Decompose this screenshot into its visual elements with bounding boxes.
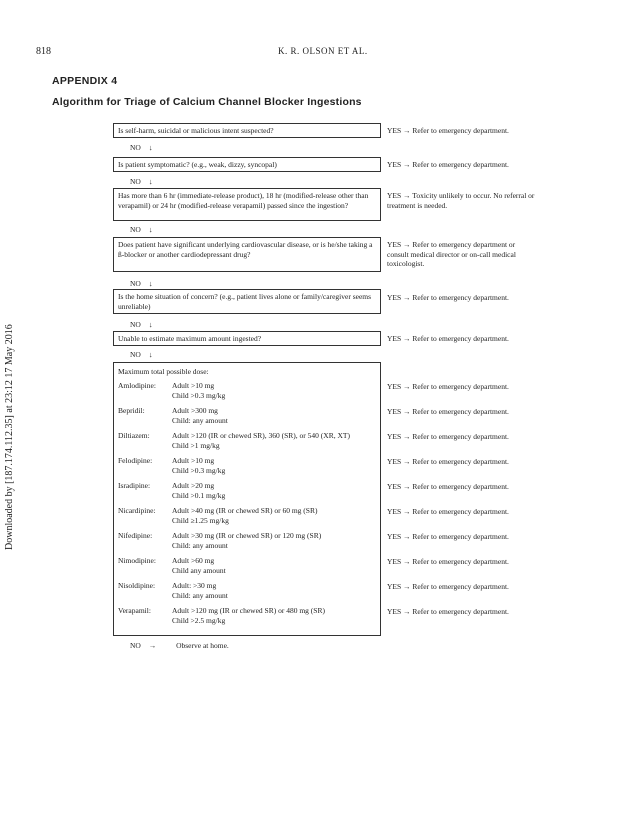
drug-adult-dose: Adult >10 mg <box>172 381 215 390</box>
drug-row <box>114 431 380 453</box>
no-label: NO <box>130 279 141 288</box>
final-no-outcome <box>130 641 229 650</box>
drug-name: Nisoldipine: <box>118 581 156 590</box>
drug-child-dose: Child >0.3 mg/kg <box>172 465 226 475</box>
down-arrow-icon: ↓ <box>148 320 153 329</box>
drug-adult-dose: Adult >120 mg (IR or chewed SR) or 480 mg (SR) <box>172 606 325 615</box>
drug-name: Verapamil: <box>118 606 151 615</box>
yes-outcome-isradipine: YES → Refer to emergency department. <box>387 482 509 491</box>
drug-child-dose: Child ≥1.25 mg/kg <box>172 515 229 525</box>
no-step-5 <box>130 320 153 329</box>
question-cardiovascular <box>113 237 381 272</box>
no-label: NO <box>130 143 141 152</box>
drug-child-dose: Child: any amount <box>172 590 228 600</box>
question-text: Does patient have significant underlying cardiovascular disease, or is he/she taking a ß-blocker or another cardiodepressant drug? <box>118 240 373 259</box>
page-number: 818 <box>36 46 51 57</box>
no-step-3 <box>130 225 153 234</box>
drug-name: Nifedipine: <box>118 531 153 540</box>
no-step-4 <box>130 279 153 288</box>
dose-table-box <box>113 362 381 636</box>
question-text: Is patient symptomatic? (e.g., weak, dizzy, syncopal) <box>118 160 277 169</box>
question-amount-unknown <box>113 331 381 346</box>
question-text: Is the home situation of concern? (e.g., patient lives alone or family/caregiver seems unreliable) <box>118 292 372 311</box>
drug-row <box>114 381 380 403</box>
dose-table-title: Maximum total possible dose: <box>118 367 209 376</box>
yes-outcome-amlodipine: YES → Refer to emergency department. <box>387 382 509 391</box>
drug-adult-dose: Adult >60 mg <box>172 556 215 565</box>
drug-child-dose: Child >0.1 mg/kg <box>172 490 226 500</box>
drug-row <box>114 531 380 553</box>
no-label: NO <box>130 320 141 329</box>
question-time-elapsed <box>113 188 381 221</box>
download-sidebar <box>4 300 14 550</box>
yes-outcome-nifedipine: YES → Refer to emergency department. <box>387 532 509 541</box>
yes-outcome-bepridil: YES → Refer to emergency department. <box>387 407 509 416</box>
no-label: NO <box>130 177 141 186</box>
drug-name: Bepridil: <box>118 406 145 415</box>
yes-outcome-time-elapsed: YES → Toxicity unlikely to occur. No referral or treatment is needed. <box>387 191 535 210</box>
drug-adult-dose: Adult >120 (IR or chewed SR), 360 (SR), or 540 (XR, XT) <box>172 431 350 440</box>
no-label: NO <box>130 350 141 359</box>
no-step-1 <box>130 143 153 152</box>
yes-outcome-verapamil: YES → Refer to emergency department. <box>387 607 509 616</box>
drug-child-dose: Child: any amount <box>172 540 228 550</box>
drug-name: Diltiazem: <box>118 431 150 440</box>
drug-adult-dose: Adult >300 mg <box>172 406 218 415</box>
download-note: Downloaded by [187.174.112.35] at 23:12 17 May 2016 <box>4 324 15 550</box>
drug-row <box>114 581 380 603</box>
yes-outcome-nisoldipine: YES → Refer to emergency department. <box>387 582 509 591</box>
drug-name: Isradipine: <box>118 481 151 490</box>
no-step-2 <box>130 177 153 186</box>
drug-row <box>114 606 380 628</box>
drug-name: Amlodipine: <box>118 381 156 390</box>
yes-outcome-nimodipine: YES → Refer to emergency department. <box>387 557 509 566</box>
yes-outcome-cardiovascular: YES → Refer to emergency department or consult medical director or on-call medical toxicologist. <box>387 240 516 268</box>
drug-child-dose: Child >1 mg/kg <box>172 440 220 450</box>
drug-adult-dose: Adult >30 mg (IR or chewed SR) or 120 mg (SR) <box>172 531 322 540</box>
drug-adult-dose: Adult >10 mg <box>172 456 215 465</box>
no-label: NO <box>130 225 141 234</box>
drug-name: Nimodipine: <box>118 556 156 565</box>
yes-outcome-felodipine: YES → Refer to emergency department. <box>387 457 509 466</box>
algorithm-title: Algorithm for Triage of Calcium Channel Blocker Ingestions <box>52 96 362 108</box>
final-no-label: NO <box>130 641 141 650</box>
drug-row <box>114 556 380 578</box>
yes-outcome-diltiazem: YES → Refer to emergency department. <box>387 432 509 441</box>
drug-name: Felodipine: <box>118 456 153 465</box>
yes-outcome-home-situation: YES → Refer to emergency department. <box>387 293 509 302</box>
yes-outcome-amount-unknown: YES → Refer to emergency department. <box>387 334 509 343</box>
drug-adult-dose: Adult >20 mg <box>172 481 215 490</box>
drug-adult-dose: Adult >40 mg (IR or chewed SR) or 60 mg (SR) <box>172 506 318 515</box>
question-self-harm <box>113 123 381 138</box>
yes-outcome-self-harm: YES → Refer to emergency department. <box>387 126 509 135</box>
question-home-situation <box>113 289 381 314</box>
yes-outcome-symptomatic: YES → Refer to emergency department. <box>387 160 509 169</box>
question-text: Has more than 6 hr (immediate-release product), 18 hr (modified-release other than verapamil) or 24 hr (modified-release verapamil) passed since the ingestion? <box>118 191 369 210</box>
question-text: Is self-harm, suicidal or malicious intent suspected? <box>118 126 274 135</box>
yes-outcome-nicardipine: YES → Refer to emergency department. <box>387 507 509 516</box>
down-arrow-icon: ↓ <box>148 177 153 186</box>
drug-adult-dose: Adult: >30 mg <box>172 581 217 590</box>
down-arrow-icon: ↓ <box>148 143 153 152</box>
drug-child-dose: Child: any amount <box>172 415 228 425</box>
observe-at-home-text: Observe at home. <box>176 641 229 650</box>
drug-child-dose: Child >0.3 mg/kg <box>172 390 226 400</box>
drug-row <box>114 481 380 503</box>
appendix-label: APPENDIX 4 <box>52 75 118 87</box>
drug-row <box>114 456 380 478</box>
question-symptomatic <box>113 157 381 172</box>
down-arrow-icon: ↓ <box>148 350 153 359</box>
drug-name: Nicardipine: <box>118 506 156 515</box>
no-step-6 <box>130 350 153 359</box>
down-arrow-icon: ↓ <box>148 225 153 234</box>
drug-child-dose: Child >2.5 mg/kg <box>172 615 226 625</box>
right-arrow-icon: → <box>148 641 157 650</box>
question-text: Unable to estimate maximum amount ingested? <box>118 334 262 343</box>
drug-row <box>114 506 380 528</box>
drug-row <box>114 406 380 428</box>
drug-child-dose: Child any amount <box>172 565 226 575</box>
running-head: K. R. OLSON ET AL. <box>278 46 368 56</box>
down-arrow-icon: ↓ <box>148 279 153 288</box>
